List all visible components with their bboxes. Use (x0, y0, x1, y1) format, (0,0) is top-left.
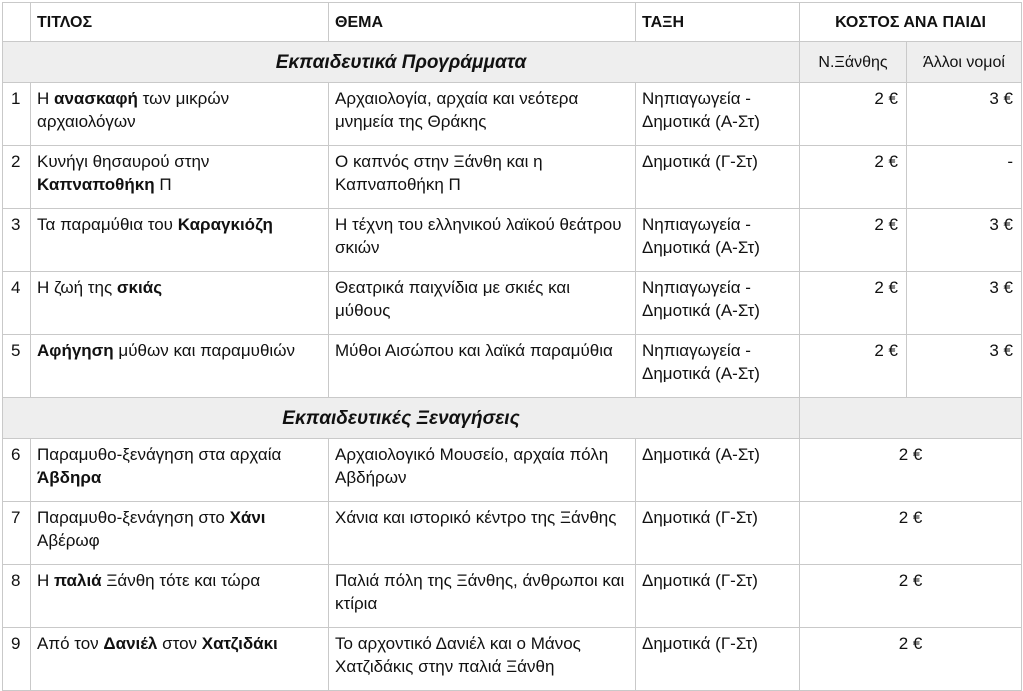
cost-xanthi-cell: 2 € (800, 209, 907, 272)
title-bold-text: Χατζιδάκι (201, 634, 278, 653)
row-number: 6 (3, 439, 31, 502)
title-bold-text: Καπναποθήκη (37, 175, 155, 194)
title-bold-text: Καραγκιόζη (177, 215, 273, 234)
subject-cell: Παλιά πόλη της Ξάνθης, άνθρωποι και κτίρια (329, 565, 636, 628)
cost-xanthi-cell: 2 € (800, 335, 907, 398)
title-text: Η (37, 571, 54, 590)
row-number: 5 (3, 335, 31, 398)
subheader-xanthi: Ν.Ξάνθης (800, 42, 907, 83)
title-text: στον (157, 634, 202, 653)
cost-cell: 2 € (800, 502, 1022, 565)
class-cell: Δημοτικά (Γ-Στ) (636, 146, 800, 209)
title-bold-text: παλιά (54, 571, 102, 590)
table-row (3, 502, 1022, 565)
class-cell: Νηπιαγωγεία - Δημοτικά (Α-Στ) (636, 335, 800, 398)
header-num-cell (3, 3, 31, 42)
subject-cell: Μύθοι Αισώπου και λαϊκά παραμύθια (329, 335, 636, 398)
class-cell: Νηπιαγωγεία - Δημοτικά (Α-Στ) (636, 209, 800, 272)
section-title-tours: Εκπαιδευτικές Ξεναγήσεις (3, 398, 800, 439)
title-cell (31, 146, 329, 209)
class-cell: Δημοτικά (Γ-Στ) (636, 565, 800, 628)
section-tours-empty-cell (800, 398, 1022, 439)
title-cell (31, 209, 329, 272)
cost-cell: 2 € (800, 628, 1022, 691)
title-text: των μικρών αρχαιολόγων (37, 89, 230, 131)
cost-cell: 2 € (800, 439, 1022, 502)
header-subject: ΘΕΜΑ (329, 3, 636, 42)
row-number: 8 (3, 565, 31, 628)
table-row (3, 146, 1022, 209)
cost-cell: 2 € (800, 565, 1022, 628)
class-cell: Νηπιαγωγεία - Δημοτικά (Α-Στ) (636, 83, 800, 146)
subject-cell: Θεατρικά παιχνίδια με σκιές και μύθους (329, 272, 636, 335)
title-cell (31, 83, 329, 146)
title-bold-text: Δανιέλ (103, 634, 158, 653)
title-text: Η ζωή της (37, 278, 117, 297)
programs-table (2, 2, 1022, 691)
title-bold-text: Άβδηρα (37, 468, 102, 487)
cost-xanthi-cell: 2 € (800, 272, 907, 335)
table-row (3, 209, 1022, 272)
title-text: μύθων και παραμυθιών (113, 341, 295, 360)
section-title-programs: Εκπαιδευτικά Προγράμματα (3, 42, 800, 83)
title-text: Κυνήγι θησαυρού στην (37, 152, 210, 171)
cost-other-cell: 3 € (907, 335, 1022, 398)
cost-other-cell: 3 € (907, 83, 1022, 146)
table-row (3, 272, 1022, 335)
table-row (3, 439, 1022, 502)
row-number: 3 (3, 209, 31, 272)
title-text: Αβέρωφ (37, 531, 100, 550)
title-text: Τα παραμύθια του (37, 215, 178, 234)
cost-other-cell: 3 € (907, 272, 1022, 335)
subject-cell: Αρχαιολογικό Μουσείο, αρχαία πόλη Αβδήρων (329, 439, 636, 502)
cost-xanthi-cell: 2 € (800, 146, 907, 209)
title-cell (31, 502, 329, 565)
class-cell: Δημοτικά (Α-Στ) (636, 439, 800, 502)
title-text: Ξάνθη τότε και τώρα (101, 571, 261, 590)
subject-cell: Χάνια και ιστορικό κέντρο της Ξάνθης (329, 502, 636, 565)
section-header-tours (3, 398, 1022, 439)
title-bold-text: σκιάς (116, 278, 163, 297)
row-number: 7 (3, 502, 31, 565)
header-title: ΤΙΤΛΟΣ (31, 3, 329, 42)
title-cell (31, 272, 329, 335)
cost-other-cell: 3 € (907, 209, 1022, 272)
cost-other-cell: - (907, 146, 1022, 209)
title-text: Η (37, 89, 54, 108)
table-row (3, 628, 1022, 691)
title-text: Παραμυθο-ξενάγηση στα αρχαία (37, 445, 282, 464)
title-text: Παραμυθο-ξενάγηση στο (37, 508, 230, 527)
row-number: 1 (3, 83, 31, 146)
header-cost: ΚΟΣΤΟΣ ΑΝΑ ΠΑΙΔΙ (800, 3, 1022, 42)
subject-cell: Το αρχοντικό Δανιέλ και ο Μάνος Χατζιδάκις στην παλιά Ξάνθη (329, 628, 636, 691)
class-cell: Δημοτικά (Γ-Στ) (636, 628, 800, 691)
table-row (3, 335, 1022, 398)
section-header-programs (3, 42, 1022, 83)
title-cell (31, 439, 329, 502)
title-bold-text: Χάνι (229, 508, 266, 527)
title-bold-text: Αφήγηση (37, 341, 114, 360)
row-number: 9 (3, 628, 31, 691)
title-text: Π (154, 175, 172, 194)
title-text: Από τον (37, 634, 104, 653)
title-cell (31, 335, 329, 398)
title-bold-text: ανασκαφή (54, 89, 138, 108)
header-row (3, 3, 1022, 42)
subject-cell: Ο καπνός στην Ξάνθη και η Καπναποθήκη Π (329, 146, 636, 209)
subheader-other-prefectures: Άλλοι νομοί (907, 42, 1022, 83)
table-row (3, 565, 1022, 628)
class-cell: Δημοτικά (Γ-Στ) (636, 502, 800, 565)
row-number: 4 (3, 272, 31, 335)
cost-xanthi-cell: 2 € (800, 83, 907, 146)
title-cell (31, 628, 329, 691)
row-number: 2 (3, 146, 31, 209)
title-cell (31, 565, 329, 628)
subject-cell: Αρχαιολογία, αρχαία και νεότερα μνημεία της Θράκης (329, 83, 636, 146)
header-class: ΤΑΞΗ (636, 3, 800, 42)
class-cell: Νηπιαγωγεία - Δημοτικά (Α-Στ) (636, 272, 800, 335)
subject-cell: Η τέχνη του ελληνικού λαϊκού θεάτρου σκιών (329, 209, 636, 272)
table-row (3, 83, 1022, 146)
